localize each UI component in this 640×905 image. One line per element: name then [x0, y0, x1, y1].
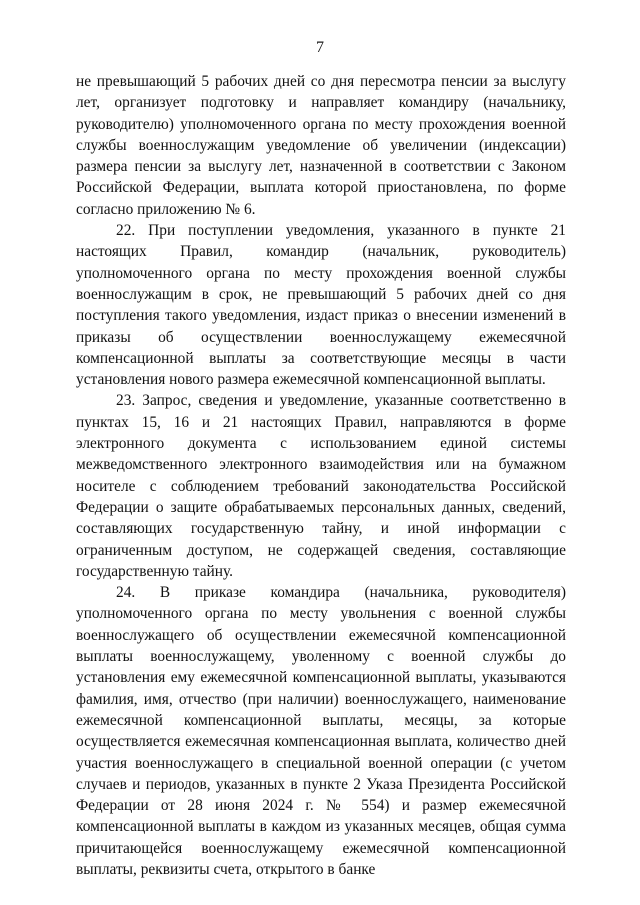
document-body: [76, 71, 566, 880]
paragraph-continuation: не превышающий 5 рабочих дней со дня пересмотра пенсии за выслугу лет, организует подготовку и направляет командиру (начальнику, руководителю) уполномоченного органа по месту прохождения военной службы военнослужащим уведомление об увеличении (индексации) размера пенсии за выслугу лет, назначенной в соответствии с Законом Российской Федерации, выплата которой приостановлена, по форме согласно приложению № 6.: [76, 73, 566, 218]
page-number: 7: [316, 39, 324, 56]
paragraph-clause-22: 22. При поступлении уведомления, указанного в пункте 21 настоящих Правил, командир (начальник, руководитель) уполномоченного органа по месту прохождения военной службы военнослужащим в срок, не превышающий 5 рабочих дней со дня поступления такого уведомления, издаст приказ о внесении изменений в приказы об осуществлении военнослужащему ежемесячной компенсационной выплаты за соответствующие месяцы в части установления нового размера ежемесячной компенсационной выплаты.: [76, 222, 566, 389]
paragraph-clause-23: 23. Запрос, сведения и уведомление, указанные соответственно в пунктах 15, 16 и 21 настоящих Правил, направляются в форме электронного документа с использованием единой системы межведомственного электронного взаимодействия или на бумажном носителе с соблюдением требований законодательства Российской Федерации о защите обрабатываемых персональных данных, сведений, составляющих государственную тайну, и иной информации с ограниченным доступом, не содержащей сведения, составляющие государственную тайну.: [76, 392, 566, 580]
paragraph-clause-24: 24. В приказе командира (начальника, руководителя) уполномоченного органа по месту увольнения с военной службы военнослужащего об осуществлении ежемесячной компенсационной выплаты военнослужащему, уволенному с военной службы до установления ему ежемесячной компенсационной выплаты, указываются фамилия, имя, отчество (при наличии) военнослужащего, наименование ежемесячной компенсационной выплаты, месяцы, за которые осуществляется ежемесячная компенсационная выплата, количество дней участия военнослужащего в специальной военной операции (с учетом случаев и периодов, указанных в пункте 2 Указа Президента Российской Федерации от 28 июня 2024 г. № 554) и размер ежемесячной компенсационной выплаты в каждом из указанных месяцев, общая сумма причитающейся военнослужащему ежемесячной компенсационной выплаты, реквизиты счета, открытого в банке: [76, 584, 566, 878]
